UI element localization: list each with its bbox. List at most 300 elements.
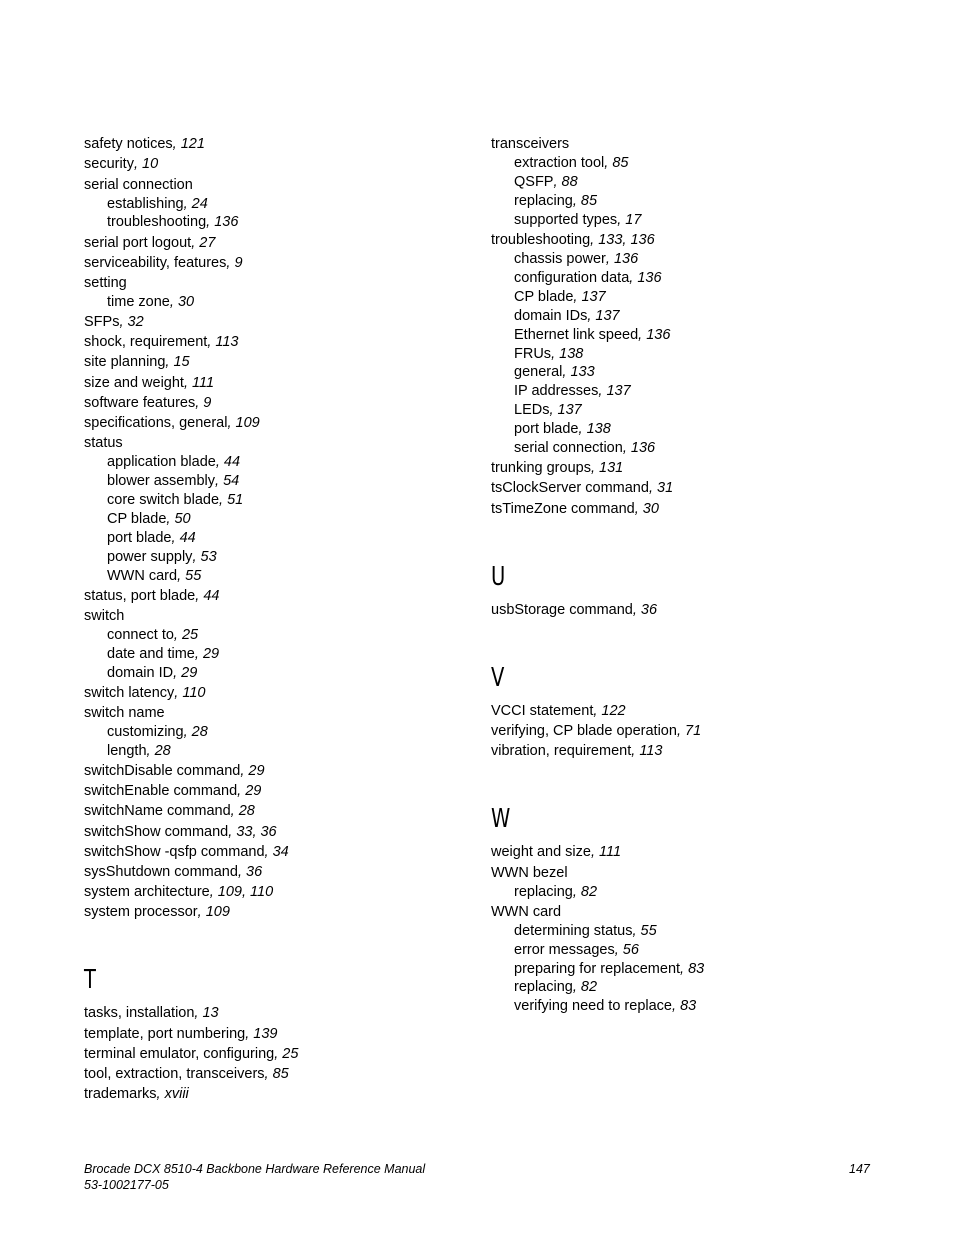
index-term: customizing [107,723,184,740]
index-page-ref[interactable]: 133 [570,364,595,381]
index-term: core switch blade [107,491,220,508]
index-subentry [84,548,464,567]
index-subentry [491,307,891,326]
index-page-ref[interactable]: 136 [637,269,662,286]
index-term: trademarks [84,1086,157,1103]
index-separator: , [240,762,249,779]
index-page-ref[interactable]: 29 [248,762,265,779]
index-subentry [491,269,891,288]
index-subentry [84,742,464,761]
index-page-ref[interactable]: 136 [630,440,656,457]
index-separator: , [146,742,155,759]
index-letter-heading: U [491,561,506,592]
index-separator: , [156,1086,165,1103]
index-subentry [491,382,891,401]
index-subentry [491,401,891,420]
index-separator: , [133,156,143,173]
index-term: serial connection [84,176,193,193]
index-term: Ethernet link speed [514,326,639,343]
index-term: connect to [107,626,174,643]
index-subentry [84,645,464,664]
index-entry [491,135,891,154]
index-separator: , [590,460,600,477]
index-separator: , [629,269,638,286]
index-separator: , [593,702,602,719]
index-page-ref[interactable]: 29 [181,664,198,681]
index-page-ref[interactable]: 30 [642,500,659,517]
index-subentry [491,363,891,382]
index-separator: , [604,155,613,172]
index-entry [491,601,891,620]
index-term: establishing [107,195,184,212]
index-subentry [491,420,891,439]
index-separator: , [209,884,218,901]
index-separator: , [192,548,201,565]
index-page-ref[interactable]: 137 [581,288,606,305]
index-term: LEDs [514,402,550,419]
index-entry [84,313,464,332]
index-entry [84,394,464,413]
index-term: switchEnable command [84,783,238,800]
index-entry [491,722,891,741]
index-separator: , [572,883,581,900]
index-page-ref[interactable]: 85 [580,193,598,209]
index-subentry [491,211,891,230]
index-subentry [491,883,891,902]
index-term: application blade [107,454,216,471]
index-page-ref[interactable]: 113 [215,334,239,351]
index-page-ref[interactable]: 28 [191,723,208,740]
index-separator: , [173,626,182,643]
index-page-ref[interactable]: 54 [223,473,240,490]
index-entry [84,782,464,801]
index-term: setting [84,274,127,291]
index-separator: , [622,440,631,457]
index-term: error messages [514,941,615,958]
index-page-ref[interactable]: 137 [595,307,620,324]
index-page-ref[interactable]: 139 [253,1025,278,1042]
index-page-ref[interactable]: 24 [191,195,208,212]
index-term: general [514,364,563,381]
index-separator: , [195,394,204,411]
index-separator: , [174,684,183,701]
index-term: CP blade [107,510,167,527]
index-page-ref[interactable]: 36 [246,863,263,880]
index-subentry [84,453,464,472]
index-page-ref[interactable]: 13 [202,1005,219,1022]
index-subentry [491,173,891,192]
index-page-ref[interactable]: 121 [180,136,205,153]
index-term: system processor [84,904,198,921]
index-term: switch name [84,704,165,721]
index-term: tsClockServer command [491,480,649,497]
index-subentry [491,250,891,269]
index-separator: , [572,979,581,996]
index-separator: , [680,960,689,977]
index-page-ref[interactable]: 110 [182,684,206,701]
index-page-ref[interactable]: 44 [223,454,241,471]
index-separator: , [195,587,204,604]
index-page-ref[interactable]: 36 [640,601,658,618]
index-separator: , [173,664,182,681]
index-subentry [491,960,891,979]
index-term: software features [84,394,196,411]
index-separator: , [634,500,643,517]
index-subentry [491,154,891,173]
index-page-ref[interactable]: 111 [599,844,622,861]
index-term: SFPs [84,314,120,331]
section-spacer [491,834,891,842]
index-page-ref[interactable]: 51 [227,491,244,508]
index-entry [84,135,464,154]
index-entry [491,843,891,862]
index-entry [84,883,464,902]
index-subentry [84,626,464,645]
index-subentry [84,510,464,529]
index-separator: , [177,567,186,584]
index-page-ref[interactable]: 44 [179,529,196,546]
index-separator: , [590,232,599,248]
index-term: switch [84,607,125,624]
footer-doc-number: 53-1002177-05 [84,1178,169,1192]
index-column-right [491,134,891,1016]
index-separator: , [194,645,203,662]
index-page-ref[interactable]: xviii [164,1086,189,1103]
index-term: switchShow command [84,823,229,840]
index-term: FRUs [514,345,552,362]
index-entry [84,353,464,372]
index-term: QSFP [514,174,554,191]
index-entry [84,684,464,703]
index-separator: , [165,354,174,371]
index-page-ref[interactable]: 28 [238,803,255,820]
index-subentry [491,288,891,307]
index-separator: , [578,421,587,438]
index-separator: , [215,473,224,490]
index-page-ref[interactable]: 138 [559,345,584,362]
index-entry [84,234,464,253]
index-term: time zone [107,293,170,310]
section-spacer [491,693,891,701]
index-entry [84,843,464,862]
index-page-ref[interactable]: 83 [688,960,705,977]
index-separator: , [614,941,623,958]
index-page-ref[interactable]: 29 [202,645,220,662]
index-term: specifications, general [84,414,228,431]
index-entry [84,434,464,453]
index-entry [84,802,464,821]
index-separator: , [676,723,685,740]
index-page-ref[interactable]: 82 [580,979,598,996]
index-page-ref[interactable]: 85 [612,155,629,172]
index-page-ref[interactable]: 17 [625,211,642,228]
index-term: tasks, installation [84,1005,195,1022]
index-page-ref[interactable]: 30 [177,293,195,310]
index-page-ref[interactable]: 25 [181,626,199,643]
index-separator: , [264,843,273,860]
index-term: WWN card [107,567,178,584]
index-term: tool, extraction, transceivers [84,1066,265,1083]
index-separator: , [237,783,246,800]
index-separator: , [191,234,200,251]
index-separator: , [274,1045,283,1062]
index-subentry [84,472,464,491]
index-page-ref[interactable]: 138 [586,421,611,438]
index-term: tsTimeZone command [491,500,635,517]
index-term: port blade [107,529,172,546]
index-term: serial connection [514,440,623,457]
footer-manual-title: Brocade DCX 8510-4 Backbone Hardware Reference Manual [84,1162,426,1176]
index-page-ref[interactable]: 133, 136 [598,232,655,248]
index-separator: , [228,823,237,840]
index-page-ref[interactable]: 25 [282,1045,299,1062]
index-separator: , [237,863,246,880]
index-separator: , [183,723,192,740]
index-term: replacing [514,979,573,996]
index-subentry [84,723,464,742]
index-entry [84,587,464,606]
index-separator: , [638,326,647,343]
index-page-ref[interactable]: 136 [646,326,671,343]
index-entry [491,459,891,478]
index-subentry [491,439,891,458]
index-entry [84,704,464,723]
index-column-left [84,134,464,1104]
index-letter-heading: V [491,662,505,693]
section-spacer [491,620,891,663]
index-letter-heading: T [84,965,96,996]
index-term: port blade [514,421,579,438]
index-separator: , [672,998,681,1015]
index-entry [84,1045,464,1064]
index-term: VCCI statement [491,702,594,719]
section-spacer [491,519,891,562]
index-page-ref[interactable]: 137 [606,383,631,400]
index-term: verifying need to replace [514,998,672,1015]
index-term: chassis power [514,251,606,267]
index-page-ref[interactable]: 136 [214,214,239,231]
index-entry [84,1085,464,1104]
index-separator: , [226,254,235,271]
index-page-ref[interactable]: 28 [154,742,171,759]
index-page-ref[interactable]: 109, 110 [217,884,274,901]
index-term: switchDisable command [84,762,241,779]
index-page-ref[interactable]: 50 [174,510,191,527]
index-term: usbStorage command [491,601,633,618]
index-entry [491,702,891,721]
index-term: configuration data [514,269,630,286]
index-term: extraction tool [514,155,605,172]
index-separator: , [183,195,192,212]
index-separator: , [207,334,216,351]
index-term: length [107,742,147,759]
index-page-ref[interactable]: 83 [680,998,697,1015]
index-subentry [491,345,891,364]
index-term: determining status [514,922,633,939]
index-entry [84,863,464,882]
index-term: supported types [514,211,618,228]
index-subentry [491,326,891,345]
index-page-ref[interactable]: 31 [657,480,674,497]
index-page-ref[interactable]: 82 [580,883,598,900]
index-separator: , [183,374,193,391]
index-term: domain ID [107,664,174,681]
index-page-ref[interactable]: 88 [561,174,578,191]
index-page-ref[interactable]: 53 [200,548,217,565]
index-term: template, port numbering [84,1025,246,1042]
index-term: terminal emulator, configuring [84,1045,275,1062]
index-separator: , [549,402,558,419]
index-term: power supply [107,548,193,565]
index-entry [491,500,891,519]
index-page-ref[interactable]: 56 [622,941,639,958]
index-page-ref[interactable]: 15 [173,354,190,371]
index-term: switchName command [84,803,231,820]
index-entry [491,742,891,761]
index-separator: , [227,414,236,431]
index-term: serviceability, features [84,254,227,271]
index-entry [84,155,464,174]
index-page-ref[interactable]: 109 [205,904,230,921]
index-term: troubleshooting [491,232,591,248]
index-page-ref[interactable]: 137 [557,402,582,419]
index-term: replacing [514,193,573,209]
index-separator: , [632,922,641,939]
index-separator: , [171,529,180,546]
index-entry [84,823,464,842]
index-letter-heading: W [491,804,511,835]
index-term: switchShow -qsfp command [84,843,265,860]
index-subentry [84,293,464,312]
index-subentry [84,213,464,232]
index-separator: , [553,174,562,191]
index-entry [84,274,464,293]
index-page-ref[interactable]: 9 [203,394,212,411]
section-spacer [491,592,891,600]
index-term: CP blade [514,288,574,305]
index-term: shock, requirement [84,334,208,351]
index-term: IP addresses [514,383,599,400]
index-term: vibration, requirement [491,743,632,760]
index-page-ref[interactable]: 27 [199,234,216,251]
index-page-ref[interactable]: 55 [640,922,657,939]
index-separator: , [230,803,239,820]
index-separator: , [617,211,626,228]
index-term: date and time [107,645,195,662]
index-separator: , [169,293,178,310]
index-term: blower assembly [107,473,215,490]
index-page-ref[interactable]: 113 [639,743,663,760]
index-entry [84,176,464,195]
index-subentry [84,567,464,586]
index-term: weight and size [491,844,591,861]
index-term: transceivers [491,136,570,153]
index-entry [84,374,464,393]
index-page-ref[interactable]: 71 [685,723,702,740]
index-separator: , [194,1005,203,1022]
index-page-ref[interactable]: 109 [235,414,260,431]
index-page-ref[interactable]: 10 [142,156,159,173]
index-term: domain IDs [514,307,588,324]
index-page-ref[interactable]: 111 [192,374,215,391]
index-entry [84,414,464,433]
index-term: status, port blade [84,587,196,604]
index-subentry [491,941,891,960]
index-separator: , [632,601,641,618]
index-separator: , [590,844,600,861]
index-subentry [491,192,891,211]
index-subentry [84,491,464,510]
index-page-ref[interactable]: 29 [245,783,262,800]
index-term: WWN bezel [491,864,568,881]
index-term: safety notices [84,136,173,153]
index-separator: , [219,491,228,508]
index-separator: , [551,345,560,362]
index-entry [84,333,464,352]
index-separator: , [587,307,596,324]
index-separator: , [264,1066,273,1083]
index-entry [491,479,891,498]
index-term: serial port logout [84,234,192,251]
index-subentry [84,529,464,548]
index-separator: , [598,383,607,400]
footer-page-number: 147 [849,1162,870,1176]
index-entry [491,231,891,250]
index-entry [84,1025,464,1044]
index-separator: , [166,510,175,527]
index-page-ref[interactable]: 9 [234,254,243,271]
index-term: preparing for replacement [514,960,681,977]
index-page-ref[interactable]: 136 [613,251,639,267]
index-page-ref[interactable]: 44 [203,587,220,604]
index-page-ref[interactable]: 33, 36 [236,823,277,840]
index-term: troubleshooting [107,214,207,231]
index-term: system architecture [84,884,210,901]
index-separator: , [197,904,206,921]
index-separator: , [605,251,614,267]
section-spacer [491,761,891,804]
index-separator: , [119,314,128,331]
index-term: replacing [514,883,573,900]
index-term: security [84,156,134,173]
index-separator: , [172,136,181,153]
index-term: switch latency [84,684,175,701]
index-separator: , [648,480,657,497]
index-entry [84,607,464,626]
index-separator: , [215,454,224,471]
section-spacer [84,995,464,1003]
index-entry [84,762,464,781]
index-entry [84,1004,464,1023]
index-subentry [491,922,891,941]
index-subentry [491,978,891,997]
index-separator: , [562,364,571,381]
section-spacer [84,922,464,965]
index-page-ref[interactable]: 55 [185,567,202,584]
index-subentry [491,997,891,1016]
index-page-ref[interactable]: 34 [272,843,289,860]
index-term: size and weight [84,374,184,391]
index-separator: , [206,214,215,231]
index-page-ref[interactable]: 131 [599,460,624,477]
index-term: trunking groups [491,460,591,477]
index-term: WWN card [491,903,562,920]
index-page-ref[interactable]: 122 [601,702,626,719]
index-page-ref[interactable]: 32 [127,314,144,331]
index-page-ref[interactable]: 85 [272,1066,289,1083]
index-separator: , [572,193,581,209]
index-subentry [84,195,464,214]
